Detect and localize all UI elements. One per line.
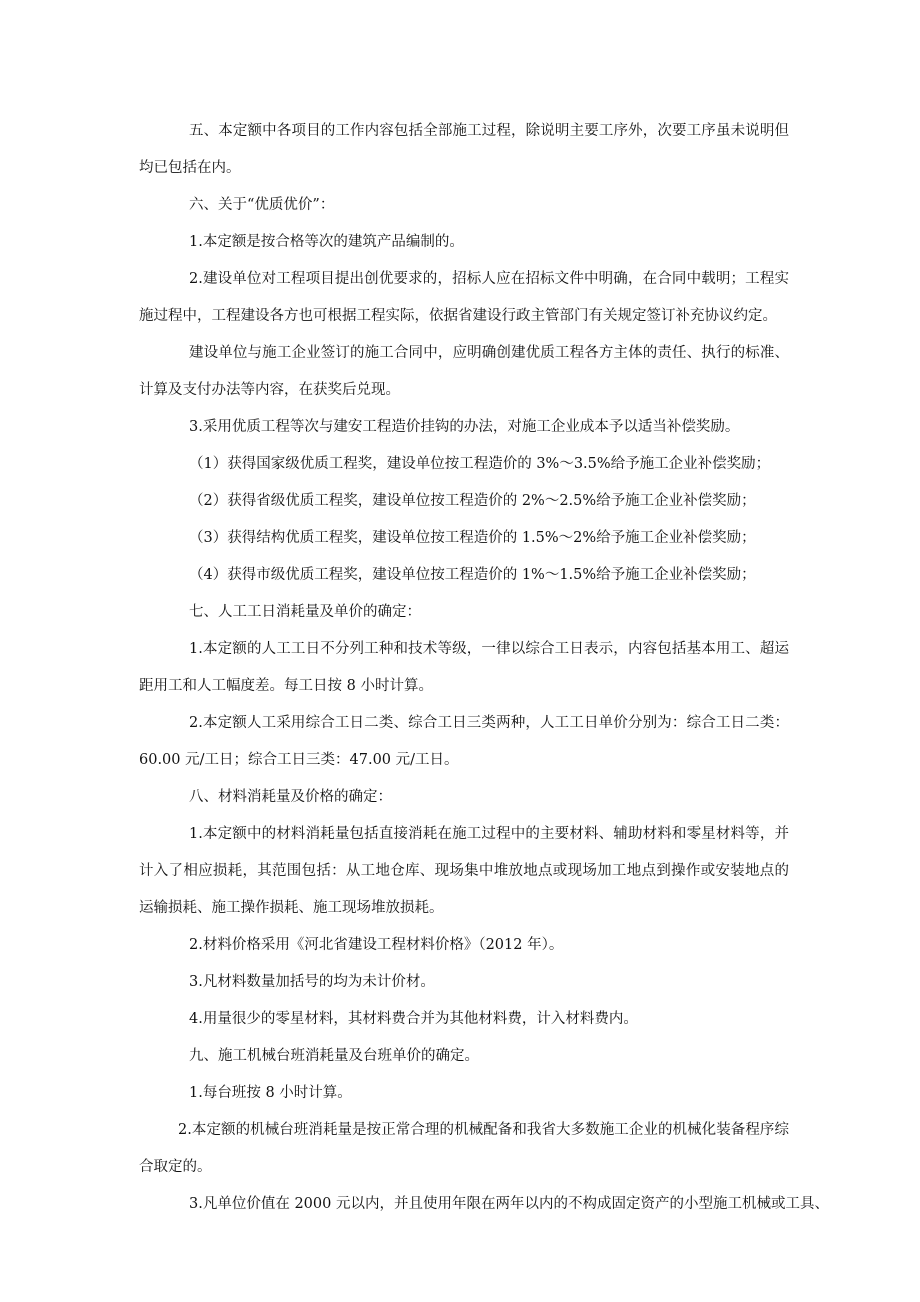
list-item: （3）获得结构优质工程奖，建设单位按工程造价的 1.5%～2%给予施工企业补偿奖励； [189,530,756,546]
paragraph-item: 2.材料价格采用《河北省建设工程材料价格》（2012 年）。 [189,937,564,953]
paragraph-item: 2.本定额人工采用综合工日二类、综合工日三类两种，人工工日单价分别为：综合工日二类：60.00 元/工日；综合工日三类：47.00 元/工日。 [139,715,789,768]
paragraph-work-content: 五、本定额中各项目的工作内容包括全部施工过程，除说明主要工序外，次要工序虽未说明但均已包括在内。 [139,123,789,176]
list-item: （4）获得市级优质工程奖，建设单位按工程造价的 1%～1.5%给予施工企业补偿奖励； [189,567,756,583]
paragraph-item: 建设单位与施工企业签订的施工合同中，应明确创建优质工程各方主体的责任、执行的标准、计算及支付办法等内容，在获奖后兑现。 [139,345,789,398]
paragraph-item: 4.用量很少的零星材料，其材料费合并为其他材料费，计入材料费内。 [189,1011,638,1027]
list-item: （1）获得国家级优质工程奖，建设单位按工程造价的 3%～3.5%给予施工企业补偿奖励； [189,456,771,472]
paragraph-item: 1.本定额中的材料消耗量包括直接消耗在施工过程中的主要材料、辅助材料和零星材料等，并计入了相应损耗，其范围包括：从工地仓库、现场集中堆放地点或现场加工地点到操作或安装地点的运输损耗、施工操作损耗、施工现场堆放损耗。 [139,826,789,916]
paragraph-item: 3.凡材料数量加括号的均为未计价材。 [189,974,435,990]
heading-labor: 七、人工工日消耗量及单价的确定： [189,604,421,620]
heading-machinery: 九、施工机械台班消耗量及台班单价的确定。 [189,1048,479,1064]
heading-quality-pricing: 六、关于“优质优价”： [189,197,335,213]
paragraph-item: 1.本定额的人工工日不分列工种和技术等级，一律以综合工日表示，内容包括基本用工、超运距用工和人工幅度差。每工日按 8 小时计算。 [139,641,789,694]
paragraph-item: 3.采用优质工程等次与建安工程造价挂钩的办法，对施工企业成本予以适当补偿奖励。 [189,419,740,435]
heading-materials: 八、材料消耗量及价格的确定： [189,789,392,805]
paragraph-item: 1.本定额是按合格等次的建筑产品编制的。 [189,234,464,250]
paragraph-item: 2.建设单位对工程项目提出创优要求的，招标人应在招标文件中明确，在合同中载明；工程实施过程中，工程建设各方也可根据工程实际，依据省建设行政主管部门有关规定签订补充协议约定。 [139,271,789,324]
paragraph-item: 2.本定额的机械台班消耗量是按正常合理的机械配备和我省大多数施工企业的机械化装备程序综合取定的。 [139,1122,789,1175]
paragraph-item: 1.每台班按 8 小时计算。 [189,1085,352,1101]
list-item: （2）获得省级优质工程奖，建设单位按工程造价的 2%～2.5%给予施工企业补偿奖励； [189,493,756,509]
paragraph-item: 3.凡单位价值在 2000 元以内，并且使用年限在两年以内的不构成固定资产的小型施工机械或工具、 [189,1196,829,1212]
